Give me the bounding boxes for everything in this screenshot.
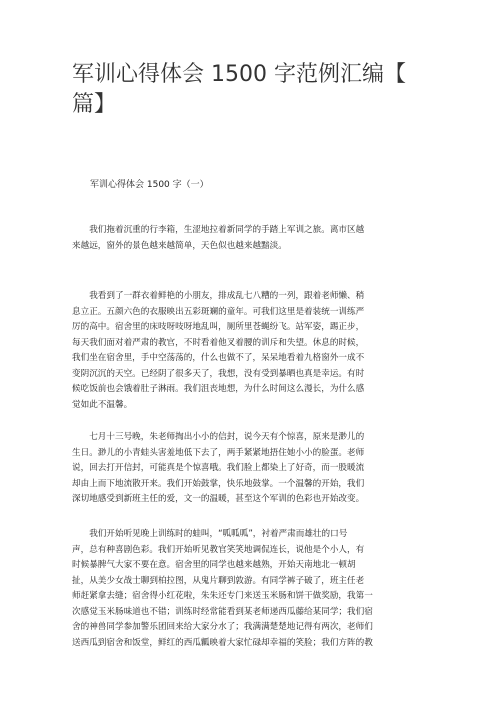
title-line-1: 军训心得体会 1500 字范例汇编【 (72, 62, 406, 87)
paragraph-line: 息立正。五颜六色的衣服映出五彩斑斓的童年。可我们这里是着装统一训练严 (72, 306, 365, 317)
paragraph-1 (72, 223, 432, 254)
paragraph-line: 候吃饭前也会饿着肚子淋雨。我们沮丧地想，为什么时间这么漫长，为什么感 (72, 384, 365, 394)
page-title (72, 60, 432, 120)
title-line-2: 篇】 (72, 92, 117, 117)
paragraph-line: 厉的高中。宿舍里的床吱呀吱呀地乱叫，厕所里苍蝇纷飞。站军姿，踢正步， (72, 322, 365, 332)
paragraph-line: 我们开始听见晚上训练时的蛙叫，“呱呱呱”，衬着严肃而雄壮的口号 (72, 529, 348, 539)
paragraph-line: 送西瓜到宿舍和饭堂，鲜红的西瓜瓤映着大家忙碌却幸福的笑脸；我们方阵的教 (72, 637, 373, 648)
paragraph-4 (72, 527, 432, 651)
paragraph-line: 生日。渺儿的小青蛙头害羞地低下去了，两手紧紧地捂住她小小的脸蛋。老师 (72, 447, 365, 458)
paragraph-line: 我看到了一群衣着鲜艳的小朋友，排成乱七八糟的一列，跟着老师懒、稍 (72, 291, 365, 301)
paragraph-line: 说，回去打开信封，可能真是个惊喜哦。我们脸上都染上了好奇，而一股暖流 (72, 463, 365, 473)
paragraph-line: 却由上而下地流散开来。我们开始鼓掌，快乐地鼓掌。一个温馨的开始，我们 (72, 478, 365, 489)
paragraph-line: 觉如此不温馨。 (72, 399, 133, 410)
paragraph-3 (72, 430, 432, 508)
paragraph-2 (72, 289, 432, 413)
paragraph-line: 每天我们面对着严肃的教官，不时看着他叉着腰的训斥和失望。休息的时候， (72, 337, 365, 348)
paragraph-line: 深切地感受到新班主任的爱，文一的温暖，甚至这个军训的色彩也开始改变。 (72, 494, 365, 504)
section-subtitle: 军训心得体会 1500 字（一） (90, 180, 209, 190)
paragraph-line: 我们坐在宿舍里，手中空荡荡的，什么也做不了，呆呆地看着九格窗外一成不 (72, 353, 365, 363)
paragraph-line: 师赶紧拿去缝；宿舍得小红花啦，朱朱还专门来送玉米肠和饼干做奖励，我第一 (72, 591, 373, 601)
paragraph-line: 声，总有种喜剧色彩。我们开始听见教官笑笑地调侃连长，说他是个小人，有 (72, 544, 365, 555)
paragraph-line: 我们拖着沉重的行李箱，生涩地拉着新同学的手踏上军训之旅。离市区越 (72, 225, 365, 235)
paragraph-line: 扯，从美少女战士聊到柏拉图，从鬼片聊到敦游。有同学裤子破了，班主任老 (72, 575, 365, 586)
paragraph-line: 时候暴脾气大家不要在意。宿舍里的同学也越来越熟，开始天南地北一顿胡 (72, 560, 356, 570)
paragraph-line: 七月十三号晚，朱老师掏出小小的信封，说今天有个惊喜，原来是渺儿的 (72, 432, 365, 442)
paragraph-line: 变阴沉沉的天空。已经阴了很多天了，我想，没有受到暴晒也真是幸运。有时 (72, 368, 365, 379)
paragraph-line: 舍的神兽同学参加警乐团回来给大家分水了；我满满楚楚地记得有两次，老师们 (72, 622, 373, 632)
paragraph-line: 来越远，窗外的景色越来越简单，天色似也越来越黯淡。 (72, 240, 287, 251)
paragraph-line: 次感觉玉米肠味道也不错；训练时经常能看到某老师递西瓜藤给某同学；我们宿 (72, 606, 373, 617)
